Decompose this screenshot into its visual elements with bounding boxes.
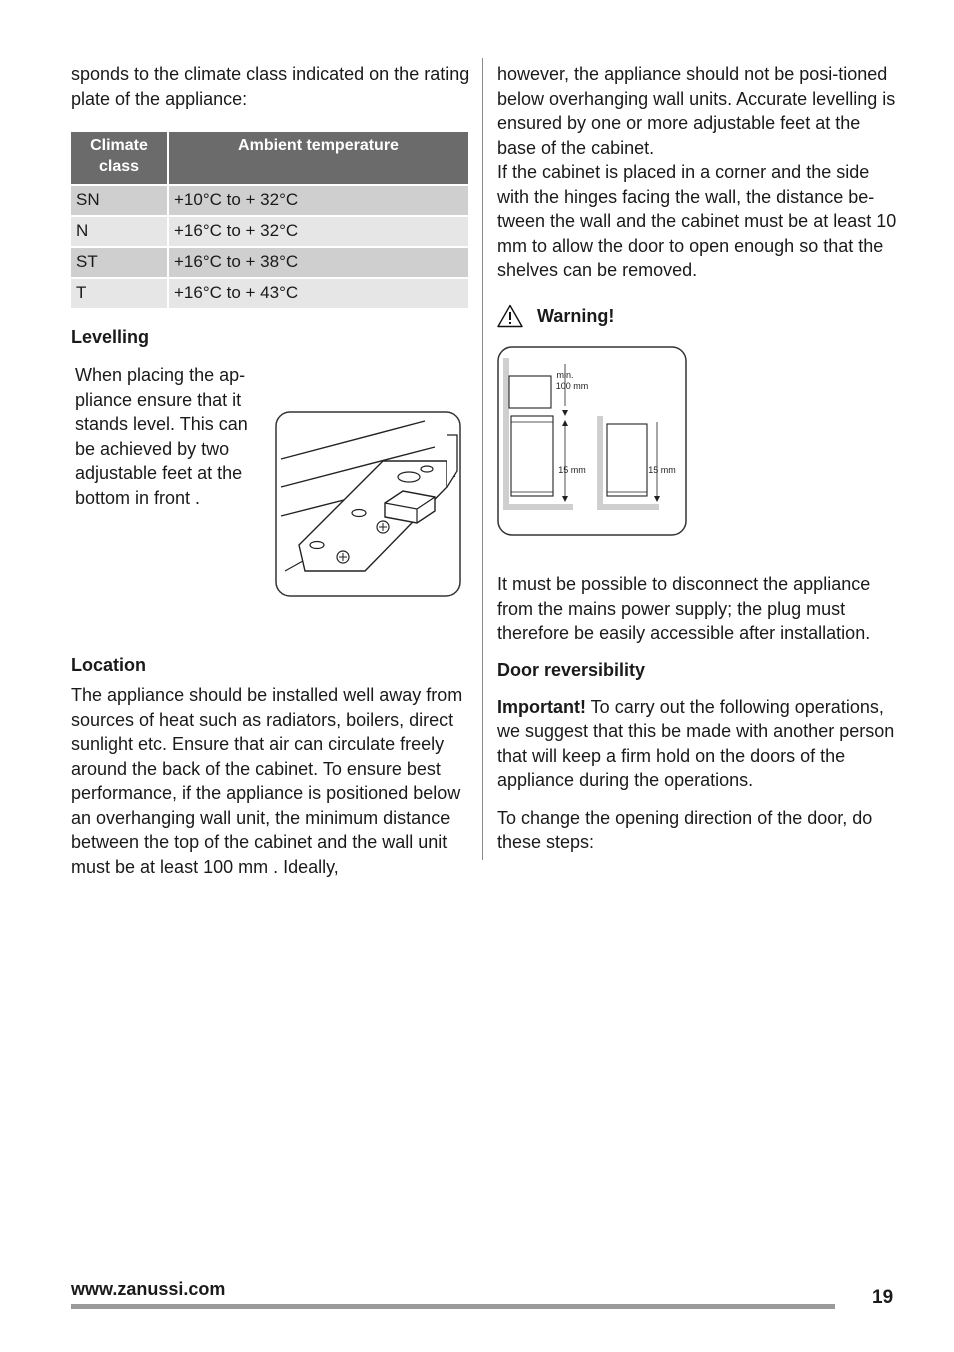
door-reversibility-heading: Door reversibility [497,659,646,680]
clearance-diagram [497,346,687,536]
table-row [71,247,468,278]
levelling-heading: Levelling [71,327,150,347]
intro-paragraph: sponds to the climate class indicated on the rating plate of the appliance: [71,64,470,109]
cell-class: SN [71,185,168,216]
warning-triangle-icon [497,304,523,328]
cell-class: ST [71,247,168,278]
left-column [71,62,471,879]
important-text: To carry out the following operations, we suggest that this be made with another person that will keep a firm hold on the doors of the appliance during the operations. [497,696,895,790]
cell-temp: +16°C to + 43°C [168,278,468,308]
door-steps-paragraph: To change the opening direction of the door, do these steps: [497,807,873,852]
label-side-gap-left: 15 mm [558,464,586,475]
footer-rule [71,1304,835,1309]
location-paragraph: The appliance should be installed well away from sources of heat such as radiators, boilers, direct sunlight etc. Ensure that air can circulate freely around the back of the cabinet. To ensure best performance, if the appliance is positioned below an overhanging wall unit, the minimum distance between the top of the cabinet and the wall unit must be at least 100 mm . Ideally, [71,685,463,877]
cell-temp: +10°C to + 32°C [168,185,468,216]
table-row [71,185,468,216]
header-climate-class: Climate class [71,132,168,185]
warning-label: Warning! [537,305,615,326]
label-side-gap-right: 15 mm [648,464,676,475]
positioning-paragraph: however, the appliance should not be posi-tioned below overhanging wall units. Accurate levelling is ensured by one or more adjustable feet at the base of the cabinet. [497,64,896,158]
column-divider [482,58,483,860]
cell-temp: +16°C to + 38°C [168,247,468,278]
header-ambient-temperature: Ambient temperature [168,132,468,185]
important-paragraph [497,695,902,793]
power-supply-paragraph: It must be possible to disconnect the appliance from the mains power supply; the plug must therefore be easily accessible after installation. [497,574,871,643]
label-min: min. [556,369,574,380]
footer-website-link[interactable]: www.zanussi.com [71,1279,226,1299]
climate-class-table [71,132,468,308]
label-top-gap: 100 mm [555,380,589,391]
cell-class: N [71,216,168,247]
warning-line [497,304,902,328]
table-row [71,278,468,308]
cell-class: T [71,278,168,308]
levelling-paragraph: When placing the ap-pliance ensure that it stands level. This can be achieved by two adjustable feet at the bottom in front . [75,365,248,508]
location-heading: Location [71,655,146,675]
levelling-section [71,349,471,619]
corner-placement-paragraph: If the cabinet is placed in a corner and the side with the hinges facing the wall, the distance be-tween the wall and the cabinet must be at least 10 mm to allow the door to open enough so that the shelves can be removed. [497,162,897,280]
adjustable-foot-illustration [275,411,461,597]
table-row [71,216,468,247]
right-column [497,62,902,855]
page-number: 19 [872,1287,894,1308]
cell-temp: +16°C to + 32°C [168,216,468,247]
table-header-row [71,132,468,185]
important-label: Important! [497,696,586,717]
